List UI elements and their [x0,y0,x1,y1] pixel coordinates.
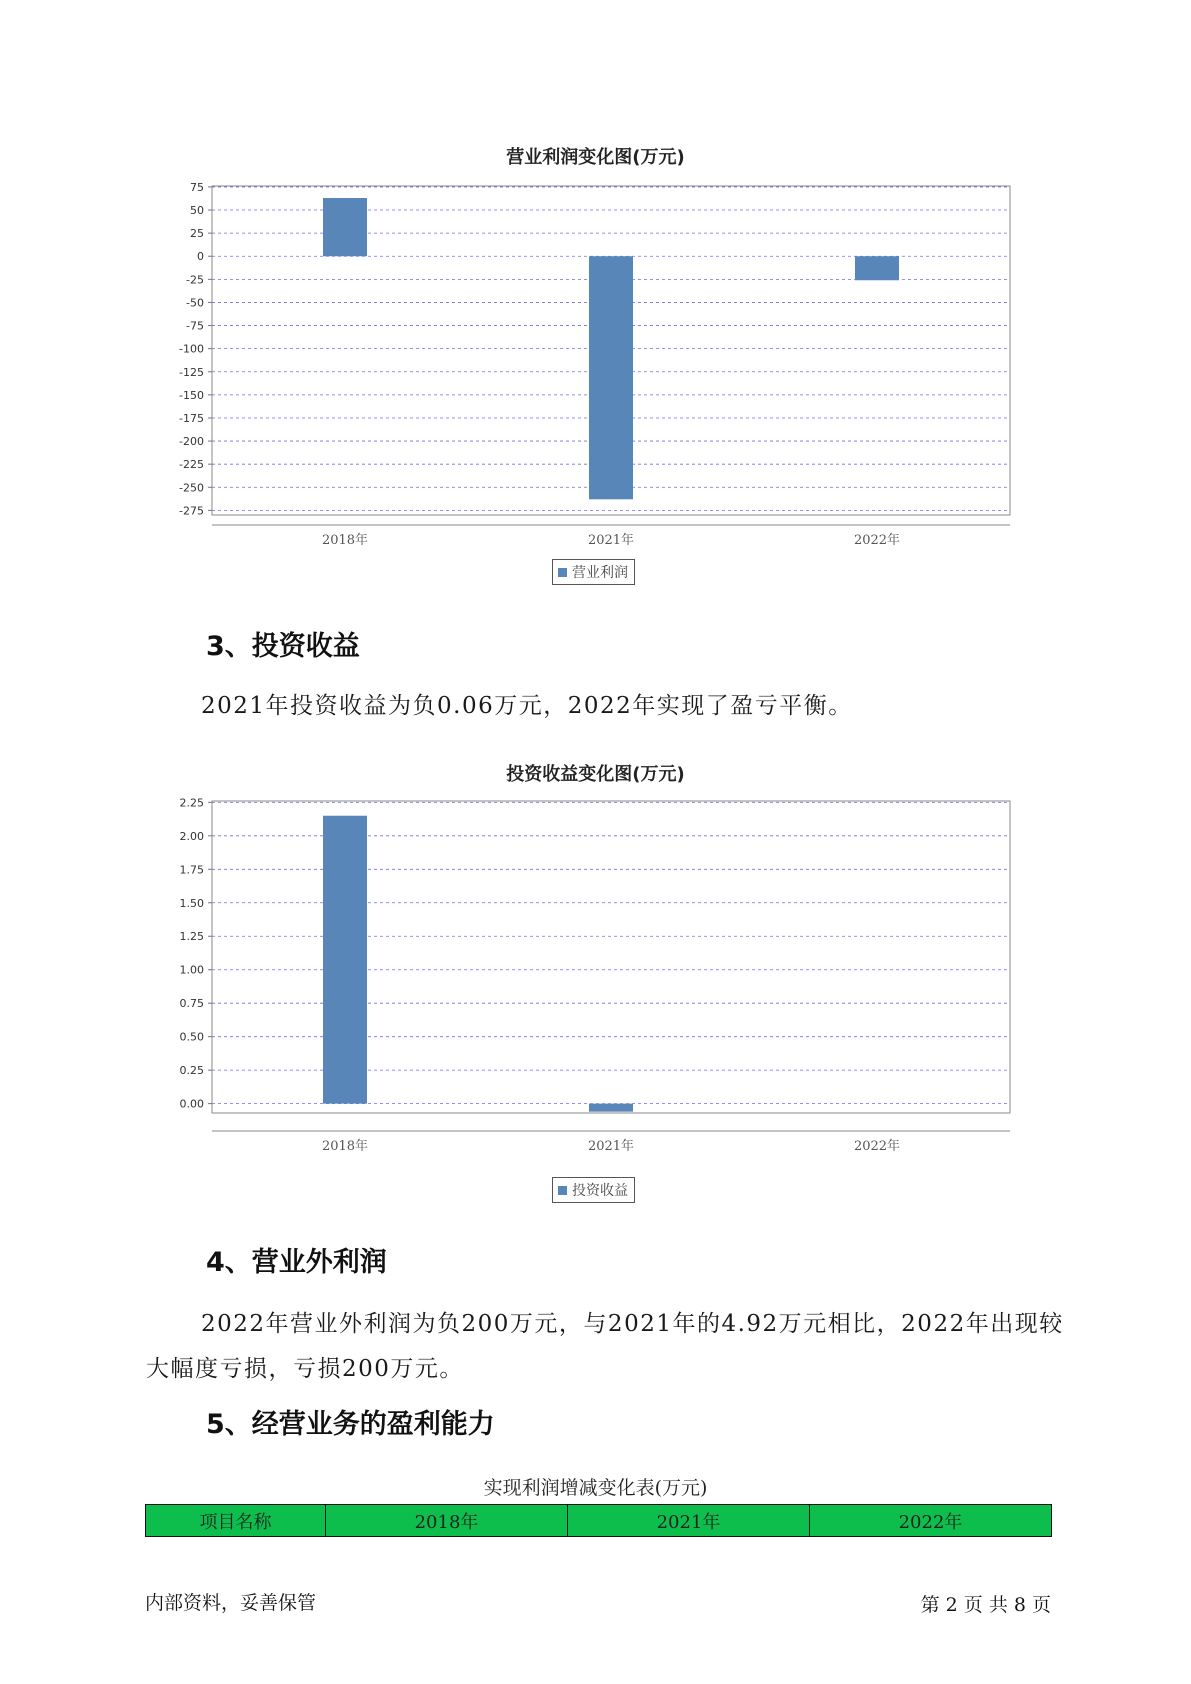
footer-page-number: 第 2 页 共 8 页 [920,1594,1051,1616]
y-tick-label: 0 [197,250,204,264]
y-tick-label: 75 [190,180,204,194]
table-header-cell: 2018年 [326,1505,568,1537]
footer-confidential-note: 内部资料，妥善保管 [145,1592,317,1614]
section4-paragraph: 2022年营业外利润为负200万元，与2021年的4.92万元相比，2022年出现较大幅度亏损，亏损200万元。 [146,1311,1064,1382]
chart1-legend-label: 营业利润 [572,565,628,581]
operating-profit-chart [0,180,1191,560]
legend-swatch [558,568,567,577]
x-category-label: 2018年 [321,533,369,548]
section5-heading: 5、经营业务的盈利能力 [206,1409,495,1440]
y-tick-label: 0.75 [179,997,204,1011]
y-tick-label: -25 [186,273,204,287]
y-tick-label: -75 [186,319,204,333]
section3-heading: 3、投资收益 [206,631,360,662]
y-tick-label: 0.25 [179,1064,204,1078]
y-tick-label: -200 [179,435,204,449]
y-tick-label: 2.25 [179,796,204,810]
y-tick-label: -250 [179,481,204,495]
y-tick-label: -100 [179,342,204,356]
y-tick-label: -125 [179,365,204,379]
investment-income-chart [0,795,1191,1175]
x-category-label: 2018年 [321,1139,369,1154]
y-tick-label: -275 [179,504,204,518]
y-tick-label: -175 [179,411,204,425]
bar [855,256,899,280]
bar [589,256,633,499]
y-tick-label: 1.75 [179,863,204,877]
chart2-title: 投资收益变化图(万元) [506,764,685,785]
y-tick-label: -225 [179,458,204,472]
y-tick-label: 0.50 [179,1030,204,1044]
y-tick-label: 1.50 [179,896,204,910]
table-header-cell: 2021年 [568,1505,810,1537]
y-tick-label: 1.25 [179,930,204,944]
bar [323,198,367,256]
x-category-label: 2021年 [587,1139,635,1154]
y-tick-label: 50 [190,204,204,218]
profit-change-table [145,1504,1052,1537]
y-tick-label: 0.00 [179,1097,204,1111]
section4-heading: 4、营业外利润 [206,1247,387,1278]
x-category-label: 2022年 [853,533,901,548]
table-caption: 实现利润增减变化表(万元) [483,1477,708,1499]
bar [323,816,367,1104]
y-tick-label: -150 [179,388,204,402]
chart2-legend-label: 投资收益 [572,1183,628,1199]
legend-swatch [558,1186,567,1195]
table-header-row [146,1505,1052,1537]
y-tick-label: 1.00 [179,963,204,977]
table-header-cell: 项目名称 [146,1505,326,1537]
y-tick-label: 2.00 [179,829,204,843]
x-category-label: 2022年 [853,1139,901,1154]
table-header-cell: 2022年 [810,1505,1052,1537]
chart1-title: 营业利润变化图(万元) [506,147,685,168]
section3-paragraph: 2021年投资收益为负0.06万元，2022年实现了盈亏平衡。 [201,693,853,719]
chart2-legend [552,1177,635,1203]
bar [589,1104,633,1112]
y-tick-label: 25 [190,227,204,241]
y-tick-label: -50 [186,296,204,310]
chart1-legend [552,559,635,585]
x-category-label: 2021年 [587,533,635,548]
